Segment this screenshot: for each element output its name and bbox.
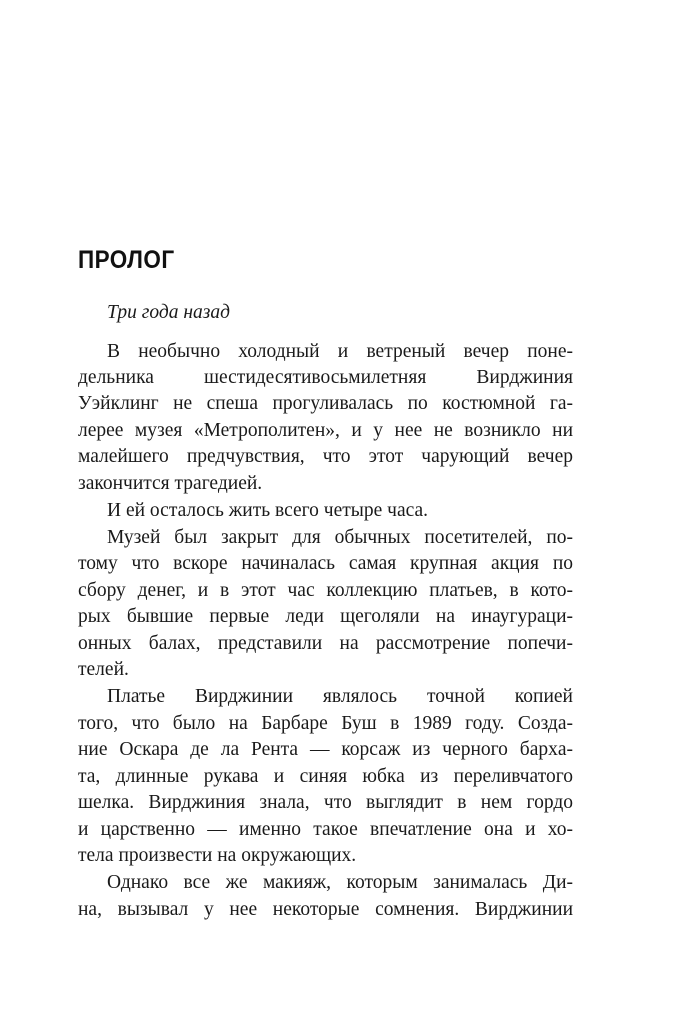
text-line: шелка. Вирджиния знала, что выглядит в нем гордо [78,792,573,813]
text-line: телей. [78,659,129,680]
text-line: Однако все же макияж, которым занималась Ди- [107,872,573,893]
text-line: та, длинные рукава и синяя юбка из переливчатого [78,766,573,787]
text-line: лерее музея «Метрополитен», и у нее не возникло ни [78,420,573,441]
text-line: И ей осталось жить всего четыре часа. [107,500,429,521]
text-line: Уэйклинг не спеша прогуливалась по костюмной га- [78,393,573,414]
text-line: Платье Вирджинии являлось точной копией [107,686,573,707]
text-line: сбору денег, и в этот час коллекцию платьев, в кото- [78,580,573,601]
text-line: тела произвести на окружающих. [78,845,357,866]
text-line: и царственно — именно такое впечатление она и хо- [78,819,573,840]
text-line: рых бывшие первые леди щеголяли на инаугураци- [78,606,573,627]
text-line: онных балах, представили на рассмотрение попечи- [78,633,573,654]
text-line: на, вызывал у нее некоторые сомнения. Вирджинии [78,899,573,920]
text-line: закончится трагедией. [78,473,263,494]
text-line: Музей был закрыт для обычных посетителей, по- [107,527,573,548]
text-line: ние Оскара де ла Рента — корсаж из черного бархa- [78,739,573,760]
chapter-heading: ПРОЛОГ [78,246,175,274]
text-line: того, что было на Барбаре Буш в 1989 году. Созда- [78,713,573,734]
text-line: тому что вскоре начиналась самая крупная акция по [78,553,573,574]
chapter-subtitle: Три года назад [107,302,230,323]
text-line: дельника шестидесятивосьмилетняя Вирджиния [78,367,573,388]
text-line: В необычно холодный и ветреный вечер поне- [107,341,573,362]
text-line: малейшего предчувствия, что этот чарующий вечер [78,446,573,467]
